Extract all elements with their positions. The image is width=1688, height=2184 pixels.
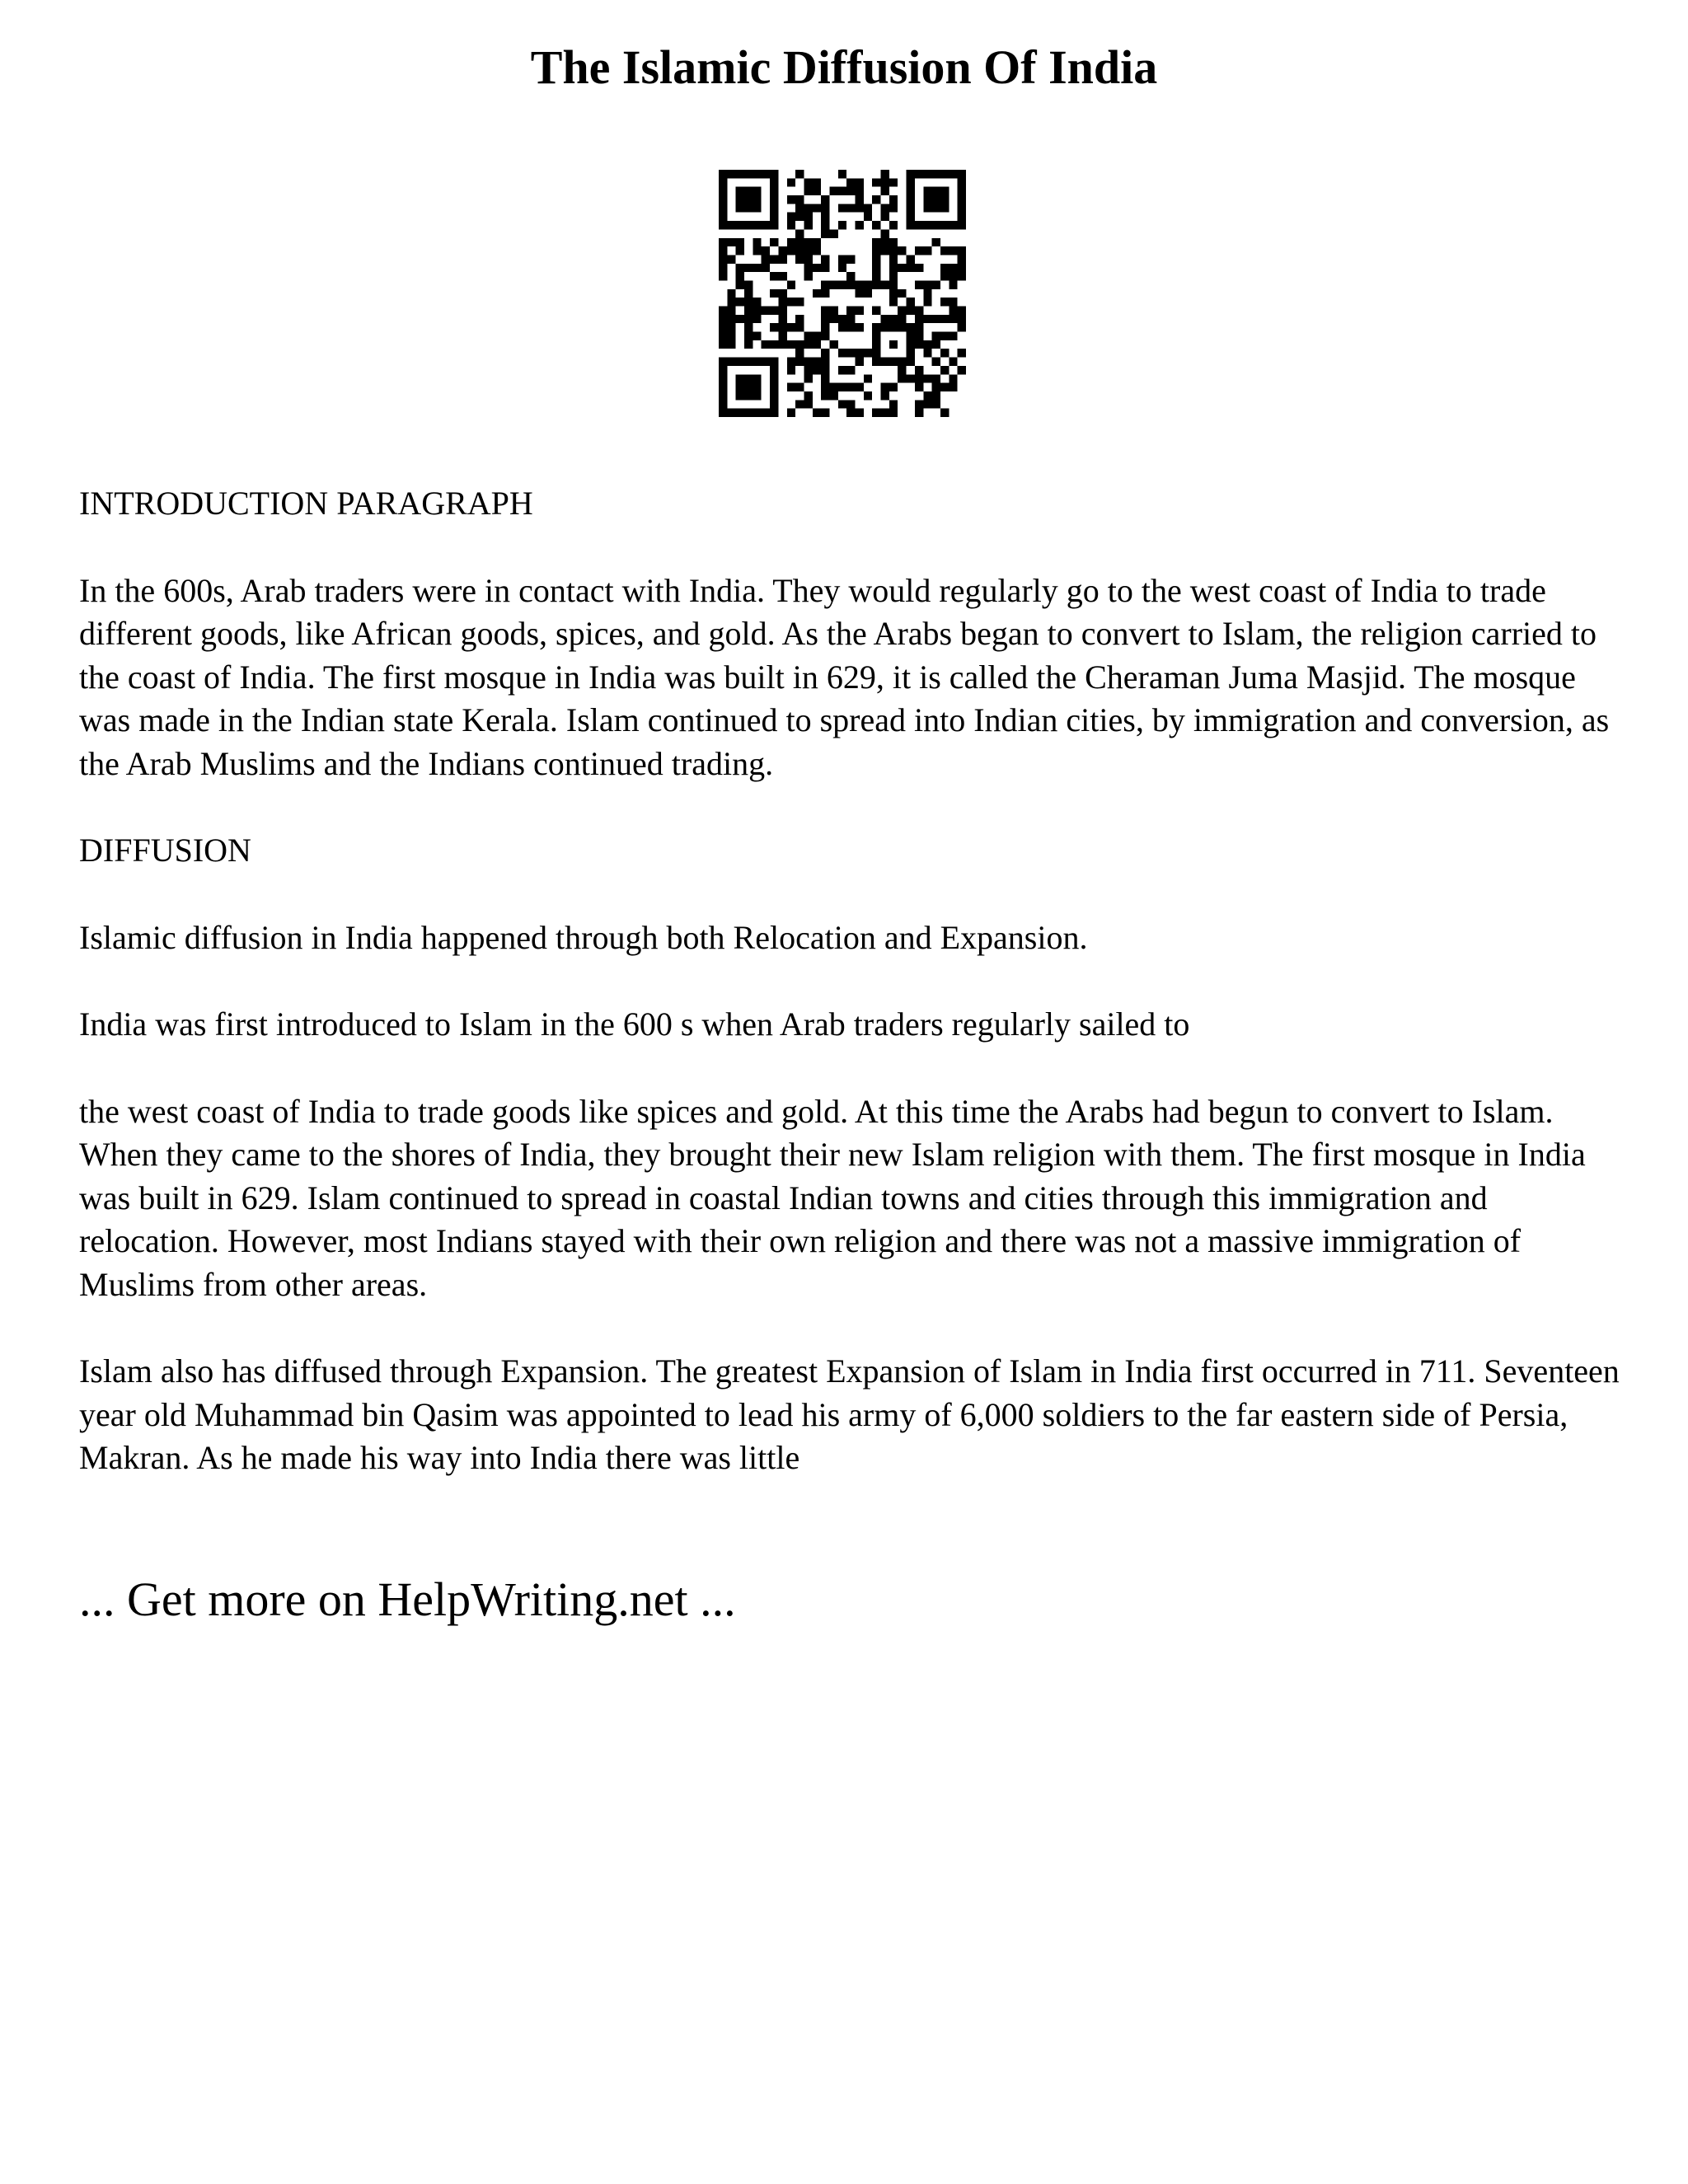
diffusion-heading: DIFFUSION: [79, 832, 251, 869]
document-title: The Islamic Diffusion Of India: [530, 40, 1158, 94]
diffusion-paragraph-1: Islamic diffusion in India happened through both Relocation and Expansion.: [79, 918, 1088, 956]
diffusion-paragraph-4: Islam also has diffused through Expansion. The greatest Expansion of Islam in India first occurred in 711. Seventeen year old Muhammad bin Qasim was appointed to lead his army of 6,000 soldiers to the far eastern side of Persia, Makran. As he made his way into India there was little: [79, 1352, 1620, 1476]
diffusion-paragraph-2: India was first introduced to Islam in the 600 s when Arab traders regularly sailed to: [79, 1005, 1190, 1043]
qr-code-graphic: [719, 170, 966, 417]
get-more-link[interactable]: ... Get more on HelpWriting.net ...: [79, 1572, 736, 1626]
qr-code[interactable]: [719, 170, 966, 417]
document-body: [79, 482, 1629, 1524]
intro-paragraph: In the 600s, Arab traders were in contact with India. They would regularly go to the west coast of India to trade different goods, like African goods, spices, and gold. As the Arabs began to convert to Islam, the religion carried to the coast of India. The first mosque in India was built in 629, it is called the Cheraman Juma Masjid. The mosque was made in the Indian state Kerala. Islam continued to spread into Indian cities, by immigration and conversion, as the Arab Muslims and the Indians continued trading.: [79, 571, 1610, 782]
diffusion-paragraph-3: the west coast of India to trade goods like spices and gold. At this time the Arabs had begun to convert to Islam. When they came to the shores of India, they brought their new Islam religion with them. The first mosque in India was built in 629. Islam continued to spread in coastal Indian towns and cities through this immigration and relocation. However, most Indians stayed with their own religion and there was not a massive immigration of Muslims from other areas.: [79, 1092, 1586, 1303]
intro-heading: INTRODUCTION PARAGRAPH: [79, 485, 533, 522]
